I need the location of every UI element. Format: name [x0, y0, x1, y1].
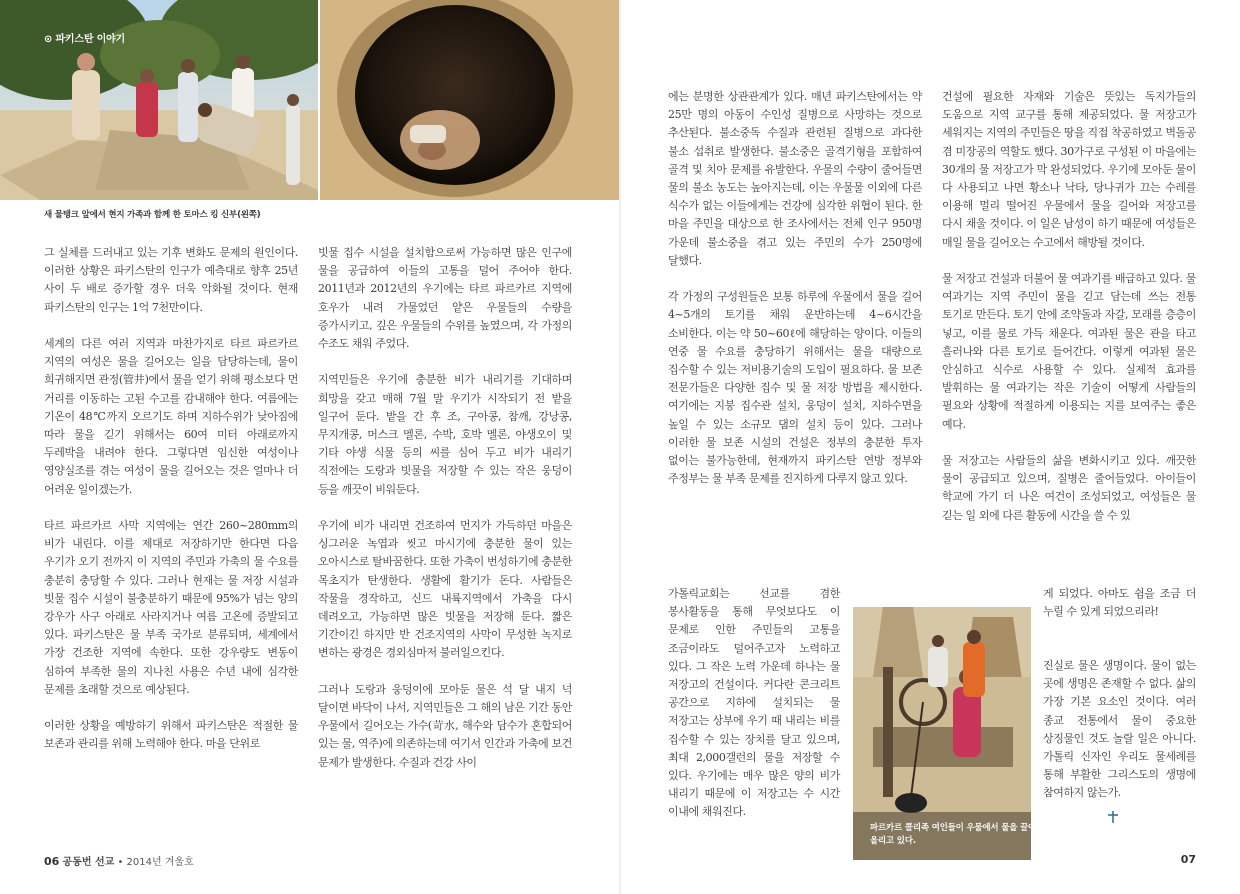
paragraph: 이러한 상황을 예방하기 위해서 파키스탄은 적절한 물 보존과 관리를 위해 노력해야 한다. 마을 단위로 — [44, 719, 298, 751]
paragraph: 각 가정의 구성원들은 보통 하루에 우물에서 물을 길어 4~5개의 토기를 채워 운반하는데 4~6시간을 소비한다. 이는 약 50~60ℓ에 해당하는 양이다. 이들의 연중 물 수요를 충당하기 위해서는 물을 대량으로 집수할 수 있는 저비용기술의 도입이 필요하다. 물 보존 전문가들은 다양한 집수 및 물 저장 방법을 제시한다. 여기에는 지붕 집수관 설치, 웅덩이 설치, 지하수면을 높일 수 있는 소규모 댐의 설치 등이 있다. 그러나 이러한 물 보존 시설의 건설은 정부의 충분한 투자 없이는 불가능한데, 현재까지 파키스탄 연방 정부와 주정부는 물 부족 문제를 진지하게 다루지 않고 있다. — [668, 290, 922, 486]
paragraph: 그러나 도랑과 웅덩이에 모아둔 물은 석 달 내지 넉 달이면 바닥이 나서, 지역민들은 그 해의 남은 기간 동안 우물에서 길어오는 가수(苛水, 해수와 담수가 혼합되어 있는 물, 역주)에 의존하는데 여기서 인간과 가축에 보건 문제가 발생한다. 수질과 건강 사이 — [318, 682, 572, 769]
text-column-4-wrap-2: 진실로 물은 생명이다. 물이 없는 곳에 생명은 존재할 수 없다. 삶의 가장 기본 요소인 것이다. 여러 종교 전통에서 물이 중요한 상징물인 것도 놀랄 일은 아니다. 가톨릭 신자인 우리도 물세례를 통해 부활한 그리스도의 생명에 참여하지 않는가. — [1043, 659, 1196, 800]
text-column-3 — [668, 88, 922, 488]
paragraph: 지역민들은 우기에 충분한 비가 내리기를 기대하며 희망을 갖고 매해 7월 말 우기가 시작되기 전 밭을 일구어 둔다. 밭을 간 후 조, 구아콩, 참깨, 강낭콩, 무지개콩, 머스크 멜론, 수박, 호박 멜론, 야생오이 및 기타 야생 식물 등의 씨를 심어 두고 비가 내리기 직전에는 도랑과 빗물을 저장할 수 있는 작은 웅덩이 등을 깨끗이 비워둔다. — [318, 373, 572, 496]
text-column-3-wrap: 가톨릭교회는 선교를 겸한 봉사활동을 통해 무엇보다도 이 문제로 인한 주민들의 고통을 조금이라도 덜어주고자 노력하고 있다. 그 작은 노력 가운데 하나는 물 저장고의 건설이다. 커다란 콘크리트 공간으로 지하에 설치되는 물 저장고는 상부에 우기 때 내리는 비를 집수할 수 있는 장치를 달고 있으며, 최대 2,000갤런의 물을 저장할 수 있다. 우기에는 매우 많은 양의 비가 내리기 때문에 이 저장고는 수 시간 이내에 채워진다. — [668, 587, 840, 819]
page-number-right: 07 — [1180, 853, 1196, 866]
text-column-2 — [318, 244, 572, 772]
issue-label: • 2014년 겨울호 — [117, 857, 194, 868]
text-column-4 — [942, 88, 1196, 525]
photo-well-interior — [320, 0, 619, 200]
paragraph: 물 저장고는 사람들의 삶을 변화시키고 있다. 깨끗한 물이 공급되고 있으며, 질병은 줄어들었다. 아이들이 학교에 가기 더 나은 여건이 조성되었고, 여성들은 물 긷는 일 외에 다른 활동에 시간을 쓸 수 있 — [942, 454, 1196, 522]
page-number-left: 06 — [44, 855, 60, 868]
paragraph: 빗물 집수 시설을 설치함으로써 가능하면 많은 인구에 물을 공급하여 이들의 고통을 덜어 주어야 한다. 2011년과 2012년의 우기에는 타르 파르카르 지역에 호우가 내려 가물었던 얕은 우물들의 수량을 증가시키고, 깊은 우물들의 수위를 높였으며, 각 가정의 수조도 채워 주었다. — [318, 246, 572, 351]
paragraph: 세계의 다른 여러 지역과 마찬가지로 타르 파르카르 지역의 여성은 물을 길어오는 일을 담당하는데, 물이 희귀해지면 관정(管井)에서 물을 얻기 위해 평소보다 먼 거리를 이동하는 고된 수고를 감내해야 한다. 여름에는 기온이 48℃까지 오르기도 하며 지하수위가 낮아짐에 따라 물을 긷기 위해서는 60여 미터 아래로까지 두레박을 내려야 한다. 그렇다면 임신한 여성이나 영양실조를 겪는 여성이 물을 길어오는 것은 얼마나 더 어려운 일이겠는가. — [44, 337, 298, 496]
paragraph: 에는 분명한 상관관계가 있다. 매년 파키스탄에서는 약 25만 명의 아동이 수인성 질병으로 사망하는 것으로 추산된다. 불소중독 수질과 관련된 질병으로 과다한 불소 섭취로 발생한다. 불소중은 골격기형을 포함하여 골격 및 치아 문제를 유발한다. 우물의 수량이 줄어들면 물의 불소 농도는 높아지는데, 이는 우물물 이외에 다른 식수가 없는 이들에게는 건강에 심각한 위협이 된다. 한 마을 주민을 대상으로 한 조사에서는 전체 인구 950명 가운데 불소중을 겪고 있는 주민의 수가 250명에 달했다. — [668, 90, 922, 267]
folio-left — [44, 853, 194, 868]
paragraph: 건설에 필요한 자재와 기술은 뜻있는 독지가들의 도움으로 지역 교구를 통해 제공되었다. 물 저장고가 세워지는 지역의 주민들은 땅을 직접 착공하였고 벽돌공 겸 미장공의 역할도 했다. 30가구로 구성된 이 마을에는 30개의 물 저장고가 막 완성되었다. 우기에 모아둔 물이 다 사용되고 나면 황소나 낙타, 당나귀가 끄는 수레를 이용해 멀리 떨어진 우물에서 물을 길어와 저장고를 다시 채울 것이다. 이 일은 남성이 하기 때문에 여성들은 매일 물을 길어오는 수고에서 해방될 것이다. — [942, 90, 1196, 249]
paragraph: 타르 파르카르 사막 지역에는 연간 260~280mm의 비가 내린다. 이를 제대로 저장하기만 한다면 다음 우기가 오기 전까지 이 지역의 주민과 가축의 물 수요를 충분히 충당할 수 있다. 그러나 현재는 물 저장 시설과 빗물 집수 시설이 불충분하기 때문에 95%가 넘는 양의 강우가 사구 아래로 사라지거나 여름 고온에 증발되고 있다. 파키스탄은 물 부족 국가로 분류되며, 세계에서 가장 건조한 지역에 속한다. 또한 강우량도 변동이 심하여 부족한 물의 지나친 사용은 수년 내에 심각한 문제를 초래할 것으로 예상된다. — [44, 519, 298, 696]
section-tag: ⊙ 파키스탄 이야기 — [44, 34, 125, 45]
text-column-1 — [44, 244, 298, 754]
cross-end-mark-icon — [1106, 810, 1120, 824]
photo-caption-top: 새 물탱크 앞에서 현지 가족과 함께 한 토마스 킹 신부(왼쪽) — [44, 210, 261, 220]
paragraph: 물 저장고 건설과 더불어 물 여과기를 배급하고 있다. 물 여과기는 지역 주민이 물을 긷고 담는데 쓰는 전통 토기로 만든다. 토기 안에 조약돌과 자갈, 모래를 층층이 넣고, 이를 물로 가득 채운다. 여과된 물은 관을 타고 흘러나와 다른 토기로 들어간다. 이렇게 여과된 물은 안심하고 식수로 사용할 수 있다. 실제적 효과를 발휘하는 물 여과기는 작은 기술이 어떻게 사람들의 필요와 상황에 적절하게 이용되는 지를 보여주는 좋은 예다. — [942, 272, 1196, 431]
paragraph: 우기에 비가 내리면 건조하여 먼지가 가득하던 마을은 싱그러운 녹엽과 씻고 마시기에 충분한 물이 있는 오아시스로 탈바꿈한다. 또한 가축이 번성하기에 충분한 목초지가 탄생한다. 생활에 활기가 돈다. 사람들은 작물을 경작하고, 신드 내륙지역에서 가축을 다시 데려오고, 가능하면 많은 빗물을 저장해 둔다. 짧은 기간이긴 하지만 반 건조지역의 사막이 무성한 녹지로 변하는 광경은 경외심마저 불러일으킨다. — [318, 519, 572, 660]
magazine-name: 공동번 선교 — [62, 857, 115, 868]
paragraph: 그 실체를 드러내고 있는 기후 변화도 문제의 원인이다. 이러한 상황은 파키스탄의 인구가 예측대로 향후 25년 사이 두 배로 증가할 경우 더욱 악화될 것이다. 현재 파키스탄의 인구는 1억 7천만이다. — [44, 246, 298, 314]
text-column-4-wrap: 게 되었다. 아마도 쉼을 조금 더 누릴 수 있게 되었으리라! — [1043, 587, 1196, 619]
page-gutter — [619, 0, 621, 894]
photo-caption-women: 파르카르 콜리족 여인들이 우물에서 물을 끌어 올리고 있다. — [870, 823, 1037, 846]
